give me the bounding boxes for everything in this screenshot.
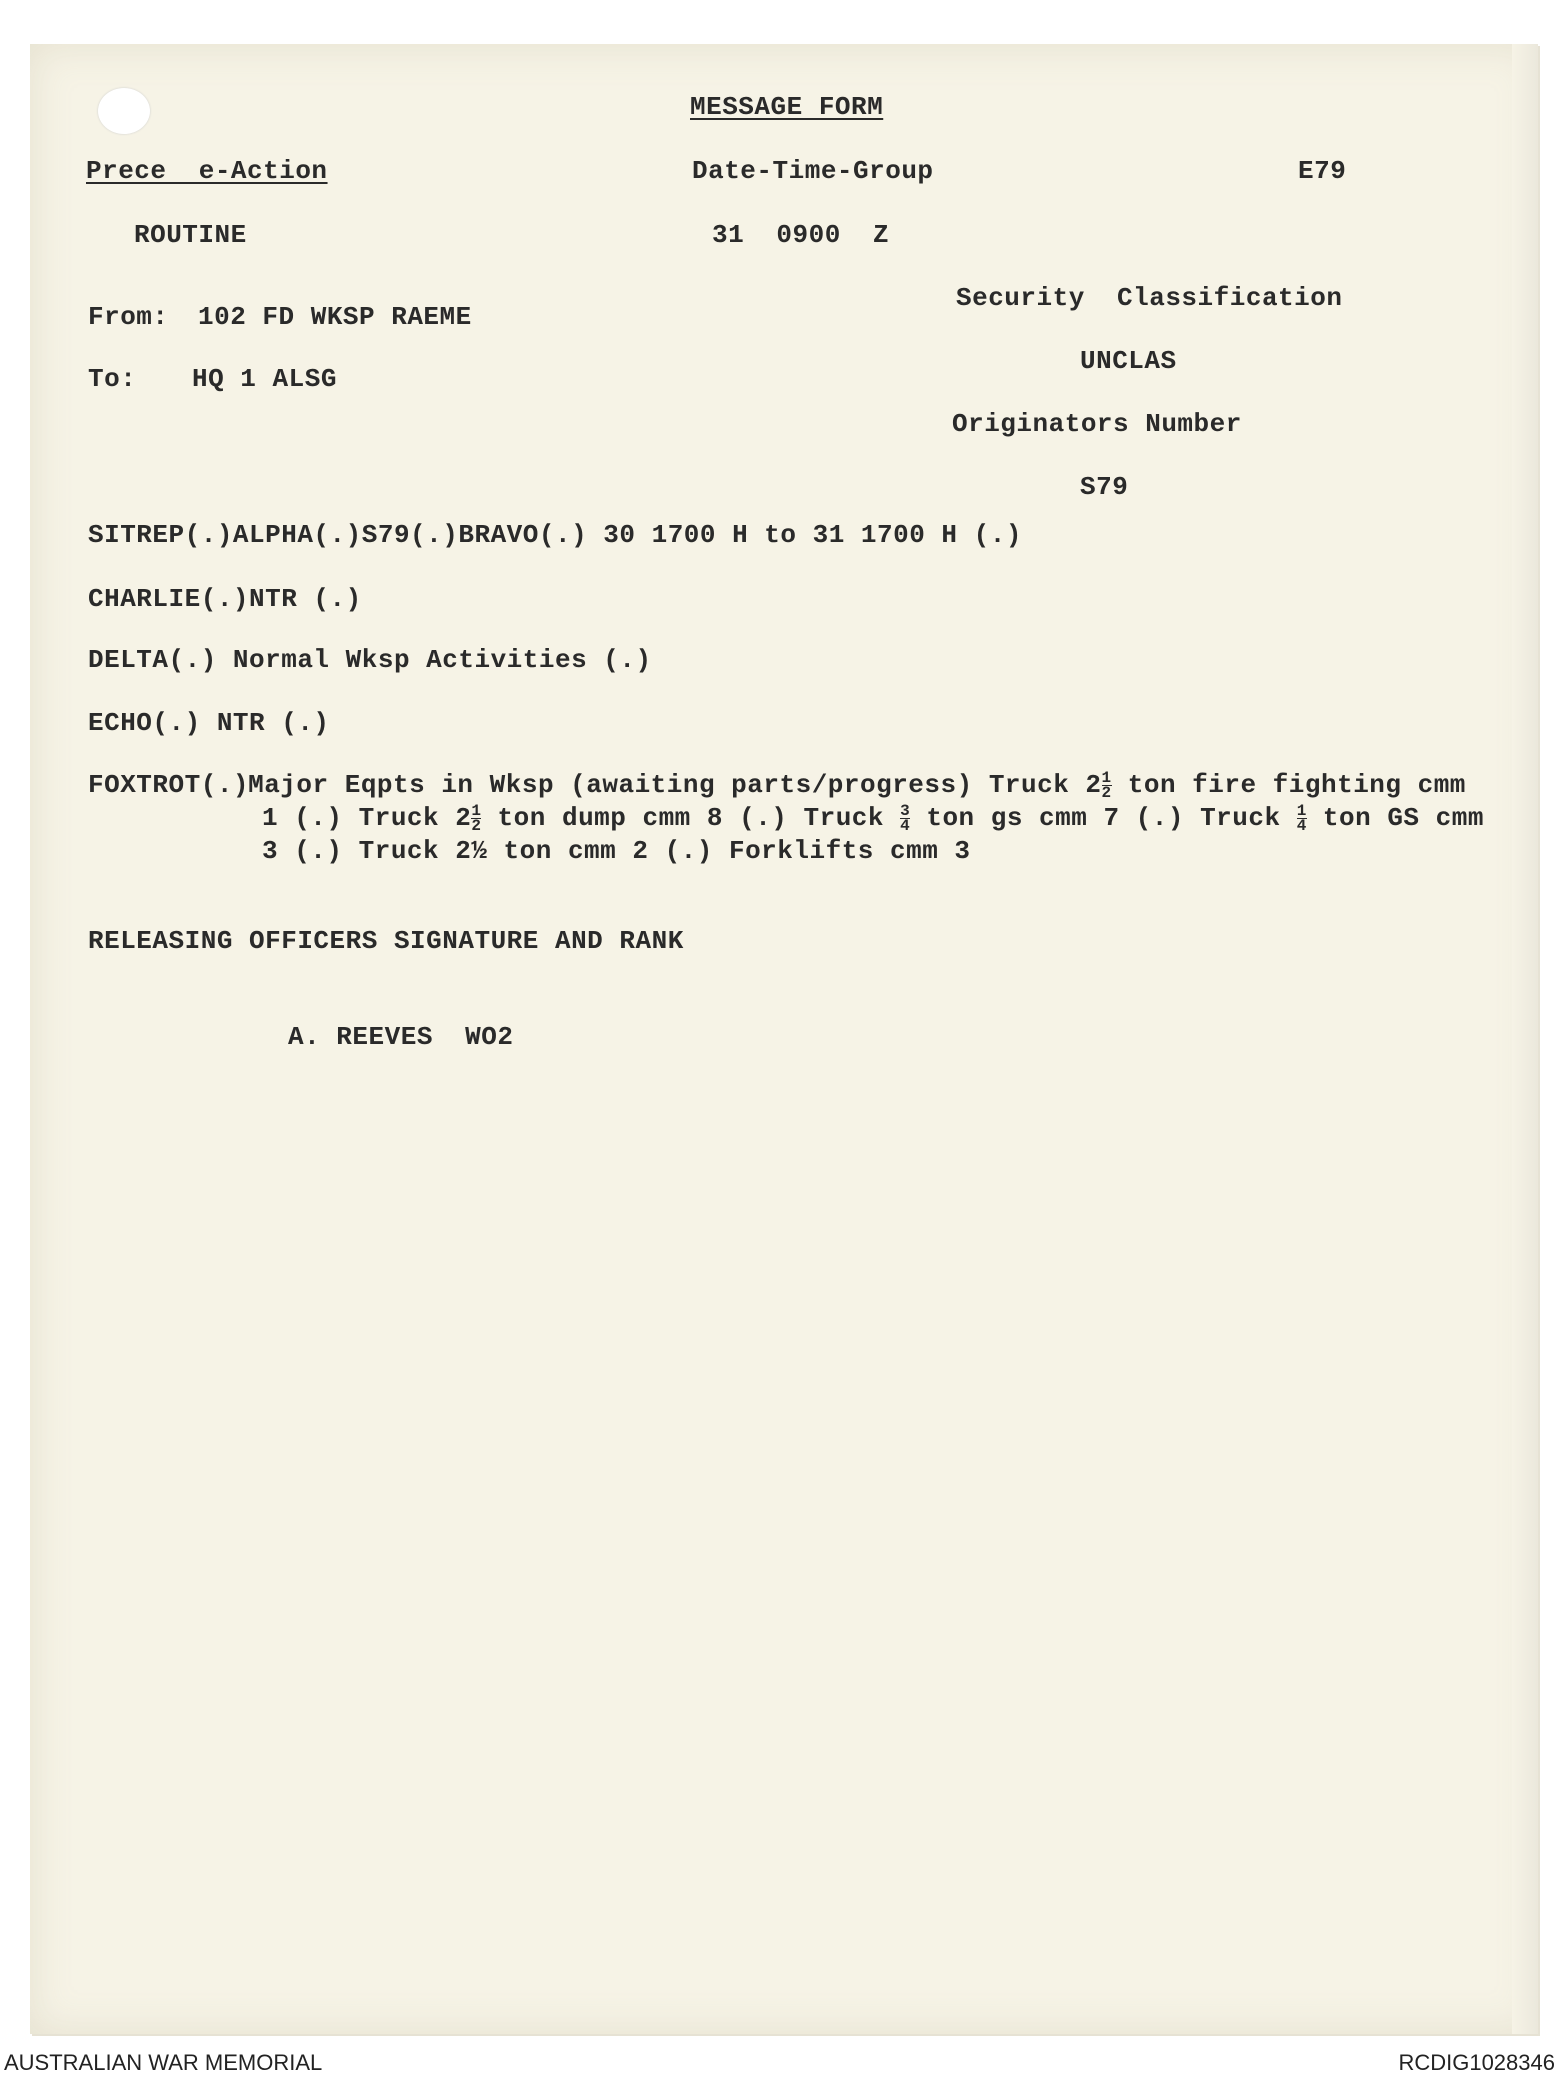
to-value: HQ 1 ALSG <box>192 364 337 394</box>
precedence-value: ROUTINE <box>134 220 247 250</box>
precedence-label: Prece e-Action <box>86 156 328 186</box>
originators-label: Originators Number <box>952 409 1242 439</box>
releasing-label: RELEASING OFFICERS SIGNATURE AND RANK <box>88 926 684 956</box>
foxtrot-line-1: Major Eqpts in Wksp (awaiting parts/progress) Truck 2 $\frac{1}{2}$ ton fire fighting cmm <box>232 768 1466 802</box>
from-label: From: <box>88 302 169 332</box>
sitrep-line: SITREP(.)ALPHA(.)S79(.)BRAVO(.) 30 1700 H to 31 1700 H (.) <box>88 520 1022 550</box>
sheet-edge <box>1512 44 1538 2034</box>
from-value: 102 FD WKSP RAEME <box>198 302 472 332</box>
punch-hole <box>98 88 150 134</box>
security-label: Security Classification <box>956 283 1343 313</box>
reference-code: E79 <box>1298 156 1347 186</box>
footer-right: RCDIG1028346 <box>1398 2050 1555 2075</box>
fraction-half-2: $\frac{1}{2}$ <box>471 801 482 835</box>
footer-left: AUSTRALIAN WAR MEMORIAL <box>4 2050 323 2075</box>
foxtrot-line-2: 1 (.) Truck 2 $\frac{1}{2}$ ton dump cmm 8 (.) Truck $\frac{3}{4}$ ton gs cmm 7 (.) Truck $\frac{1}{4}$ ton GS cmm <box>262 801 1484 835</box>
fraction-half: $\frac{1}{2}$ <box>1101 768 1112 802</box>
signatory: A. REEVES WO2 <box>288 1022 514 1052</box>
fraction-three-quarters: $\frac{3}{4}$ <box>900 801 911 835</box>
dtg-value: 31 0900 Z <box>712 220 890 250</box>
charlie-line: CHARLIE(.)NTR (.) <box>88 584 362 614</box>
to-label: To: <box>88 364 137 394</box>
security-value: UNCLAS <box>1080 346 1177 376</box>
foxtrot-line-3: 3 (.) Truck 2½ ton cmm 2 (.) Forklifts cmm 3 <box>262 836 971 866</box>
foxtrot-label: FOXTROT(.) <box>88 770 250 800</box>
document-sheet <box>30 44 1538 2034</box>
delta-line: DELTA(.) Normal Wksp Activities (.) <box>88 645 652 675</box>
dtg-label: Date-Time-Group <box>692 156 934 186</box>
echo-line: ECHO(.) NTR (.) <box>88 708 330 738</box>
originators-value: S79 <box>1080 472 1129 502</box>
form-title: MESSAGE FORM <box>690 92 884 122</box>
fraction-quarter: $\frac{1}{4}$ <box>1296 801 1307 835</box>
